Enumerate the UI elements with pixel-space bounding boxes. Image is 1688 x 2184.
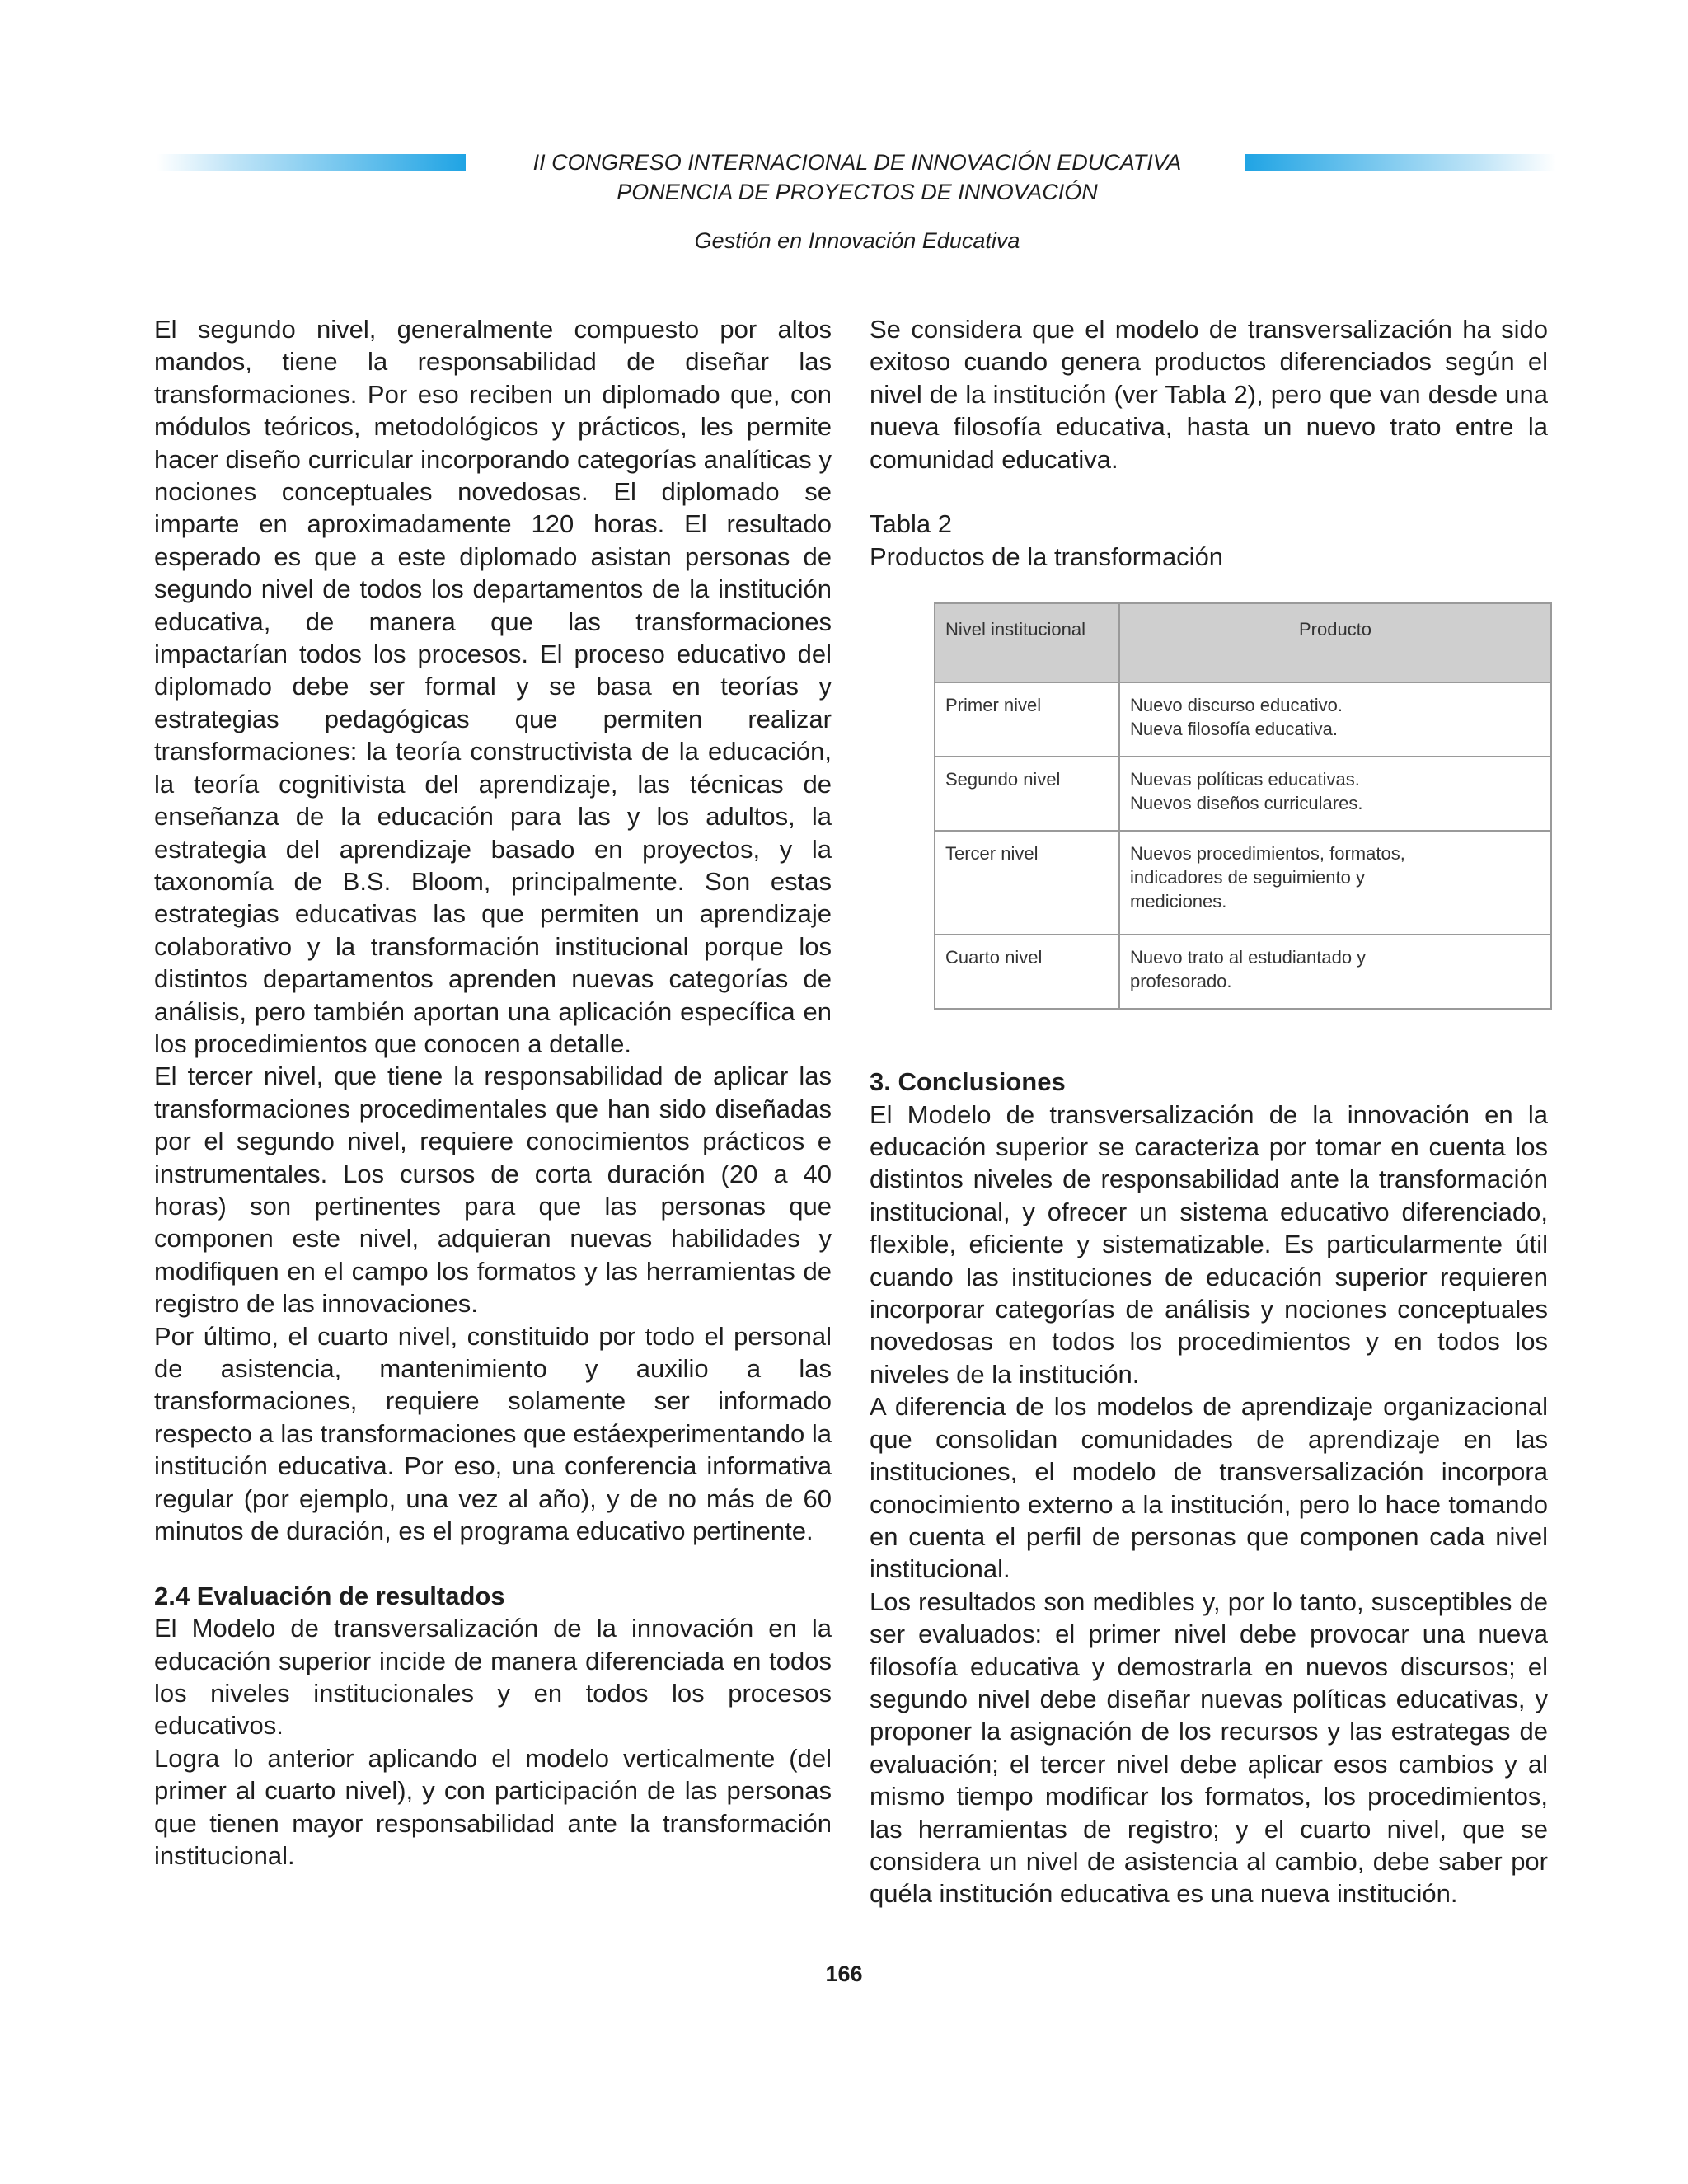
paragraph: Logra lo anterior aplicando el modelo verticalmente (del primer al cuarto nivel), y con participación de las personas que tienen mayor responsabilidad ante la transformación institucional. (154, 1743, 832, 1871)
table-container (934, 602, 1552, 1010)
paragraph: El segundo nivel, generalmente compuesto por altos mandos, tiene la responsabilidad de diseñar las transformaciones. Por eso reciben un diplomado que, con módulos teóricos, metodológicos y prácticos, les permite hacer diseño curricular incorporando categorías analíticas y nociones conceptuales novedosas. El diplomado se imparte en aproximadamente 120 horas. El resultado esperado es que a este diplomado asistan personas de segundo nivel de todos los departamentos de la institución educativa, de manera que las transformaciones impactarían todos los procesos. El proceso educativo del diplomado debe ser formal y se basa en teorías y estrategias pedagógicas que permiten realizar transformaciones: la teoría constructivista de la educación, la teoría cognitivista del aprendizaje, las técnicas de enseñanza de la educación para las y los adultos, la estrategia del aprendizaje basado en proyectos, y la taxonomía de B.S. Bloom, principalmente. Son estas estrategias educativas las que permiten un aprendizaje colaborativo y la transformación institucional porque los distintos departamentos aprenden nuevas categorías de análisis, pero también aportan una aplicación específica en los procedimientos que conocen a detalle. (154, 315, 832, 1058)
spacer (870, 476, 1548, 508)
table-header-level: Nivel institucional (935, 603, 1119, 682)
header-decor-bar-right (1245, 154, 1556, 171)
table-cell-level: Segundo nivel (935, 757, 1119, 831)
table-row (935, 831, 1551, 935)
table-cell-level: Tercer nivel (935, 831, 1119, 935)
paragraph: El Modelo de transversalización de la innovación en la educación superior incide de manera diferenciada en todos los niveles institucionales y en todos los procesos educativos. (154, 1614, 832, 1741)
products-table (934, 602, 1552, 1010)
paragraph: A diferencia de los modelos de aprendizaje organizacional que consolidan comunidades de aprendizaje en las instituciones, el modelo de transversalización incorpora conocimiento externo a la institución, pero lo hace tomando en cuenta el perfil de personas que componen cada nivel institucional. (870, 1392, 1548, 1584)
table-cell-product: Nuevo trato al estudiantado y profesorado. (1119, 935, 1551, 1009)
left-column (154, 313, 832, 1872)
paragraph: El Modelo de transversalización de la innovación en la educación superior se caracteriza por tomar en cuenta los distintos niveles de responsabilidad ante la transformación institucional, y ofrecer un sistema educativo diferenciado, flexible, eficiente y sistematizable. Es particularmente útil cuando las instituciones de educación superior requieren incorporar categorías de análisis y nociones conceptuales novedosas en todos los procedimientos y en todos los niveles de la institución. (870, 1099, 1548, 1389)
paragraph: El tercer nivel, que tiene la responsabilidad de aplicar las transformaciones procedimentales que han sido diseñadas por el segundo nivel, requiere conocimientos prácticos e instrumentales. Los cursos de corta duración (20 a 40 horas) son pertinentes para que las personas que componen este nivel, adquieran nuevas habilidades y modifiquen en el campo los formatos y las herramientas de registro de las innovaciones. (154, 1062, 832, 1319)
header-track: Gestión en Innovación Educativa (694, 228, 1020, 253)
table-row (935, 757, 1551, 831)
header-section-title: PONENCIA DE PROYECTOS DE INNOVACIÓN (617, 180, 1098, 204)
section-heading: 3. Conclusiones (870, 1067, 1066, 1097)
right-column (870, 313, 1548, 1910)
paragraph: Por último, el cuarto nivel, constituido por todo el personal de asistencia, mantenimiento y auxilio a las transformaciones, requiere solamente ser informado respecto a las transformaciones que estáexperimentando la institución educativa. Por eso, una conferencia informativa regular (por ejemplo, una vez al año), y de no más de 60 minutos de duración, es el programa educativo pertinente. (154, 1321, 832, 1546)
page-number: 166 (825, 1961, 863, 1986)
table-row (935, 682, 1551, 757)
table-cell-product: Nuevo discurso educativo. Nueva filosofía educativa. (1119, 682, 1551, 757)
header-congress-title: II CONGRESO INTERNACIONAL DE INNOVACIÓN EDUCATIVA (532, 150, 1182, 175)
paragraph: Se considera que el modelo de transversalización ha sido exitoso cuando genera productos diferenciados según el nivel de la institución (ver Tabla 2), pero que van desde una nueva filosofía educativa, hasta un nuevo trato entre la comunidad educativa. (870, 315, 1548, 474)
table-label: Tabla 2 (870, 509, 952, 539)
table-cell-level: Primer nivel (935, 682, 1119, 757)
table-cell-product: Nuevos procedimientos, formatos, indicadores de seguimiento y mediciones. (1119, 831, 1551, 935)
table-cell-product: Nuevas políticas educativas. Nuevos diseños curriculares. (1119, 757, 1551, 831)
paragraph: Los resultados son medibles y, por lo tanto, susceptibles de ser evaluados: el primer nivel debe provocar una nueva filosofía educativa y demostrarla en nuevos discursos; el segundo nivel debe diseñar nuevas políticas educativas, y proponer la asignación de los recursos y las estrategas de evaluación; el tercer nivel debe aplicar esos cambios y al mismo tiempo modificar los formatos, los procedimientos, las herramientas de registro; y el cuarto nivel, que se considera un nivel de asistencia al cambio, debe saber por quéla institución educativa es una nueva institución. (870, 1586, 1548, 1909)
table-title: Productos de la transformación (870, 541, 1224, 571)
section-heading: 2.4 Evaluación de resultados (154, 1581, 505, 1610)
spacer (154, 1547, 832, 1579)
table-cell-level: Cuarto nivel (935, 935, 1119, 1009)
table-header-product: Producto (1119, 603, 1551, 682)
header-decor-bar-left (157, 154, 466, 171)
table-row (935, 935, 1551, 1009)
